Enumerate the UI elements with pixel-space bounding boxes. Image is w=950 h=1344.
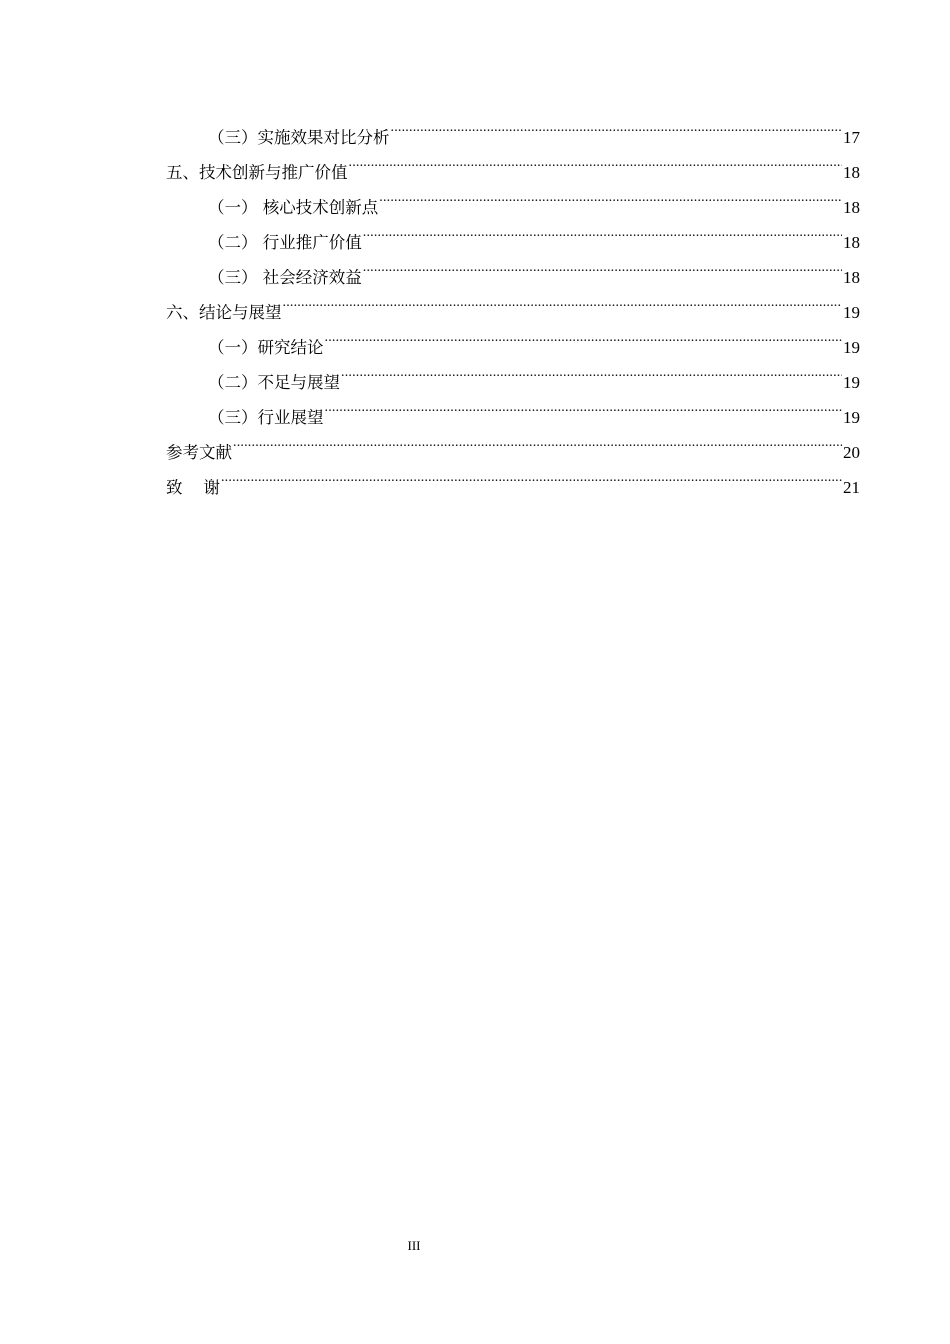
toc-entry-implementation-comparison[interactable] (166, 108, 860, 147)
page-number: III (407, 1238, 421, 1253)
toc-dot-leader (221, 458, 842, 493)
toc-dot-leader (349, 143, 843, 178)
toc-entry-title: （三）实施效果对比分析 (208, 128, 390, 147)
toc-entry-title: （三） 社会经济效益 (208, 268, 362, 287)
toc-entry-page: 17 (843, 128, 860, 147)
toc-dot-leader (325, 388, 843, 423)
toc-dot-leader (379, 178, 842, 213)
toc-entry-title: 参考文献 (166, 443, 232, 462)
toc-dot-leader (363, 213, 842, 248)
toc-entry-title: 致 谢 (166, 478, 220, 497)
toc-entry-page: 18 (843, 163, 860, 182)
toc-entry-title: 五、技术创新与推广价值 (166, 163, 348, 182)
toc-entry-title: （二）不足与展望 (208, 373, 340, 392)
toc-entry-page: 21 (843, 478, 860, 497)
toc-dot-leader (233, 423, 842, 458)
toc-entry-page: 20 (843, 443, 860, 462)
toc-entry-title: （一）研究结论 (208, 338, 324, 357)
toc-entry-title: （一） 核心技术创新点 (208, 198, 379, 217)
toc-entry-page: 19 (843, 408, 860, 427)
toc-entry-references[interactable] (166, 423, 860, 462)
toc-entry-title: 六、结论与展望 (166, 303, 282, 322)
toc-entry-title: （三）行业展望 (208, 408, 324, 427)
toc-entry-page: 19 (843, 373, 860, 392)
toc-dot-leader (341, 353, 842, 388)
toc-entry-page: 18 (843, 198, 860, 217)
toc-dot-leader (363, 248, 842, 283)
toc-entry-acknowledgements[interactable] (166, 458, 860, 497)
toc-dot-leader (325, 318, 843, 353)
toc-entry-title: （二） 行业推广价值 (208, 233, 362, 252)
toc-dot-leader (283, 283, 843, 318)
toc-entry-page: 18 (843, 233, 860, 252)
toc-entry-page: 19 (843, 338, 860, 357)
toc-dot-leader (391, 108, 843, 143)
toc-entry-page: 19 (843, 303, 860, 322)
table-of-contents (166, 108, 860, 497)
toc-entry-page: 18 (843, 268, 860, 287)
